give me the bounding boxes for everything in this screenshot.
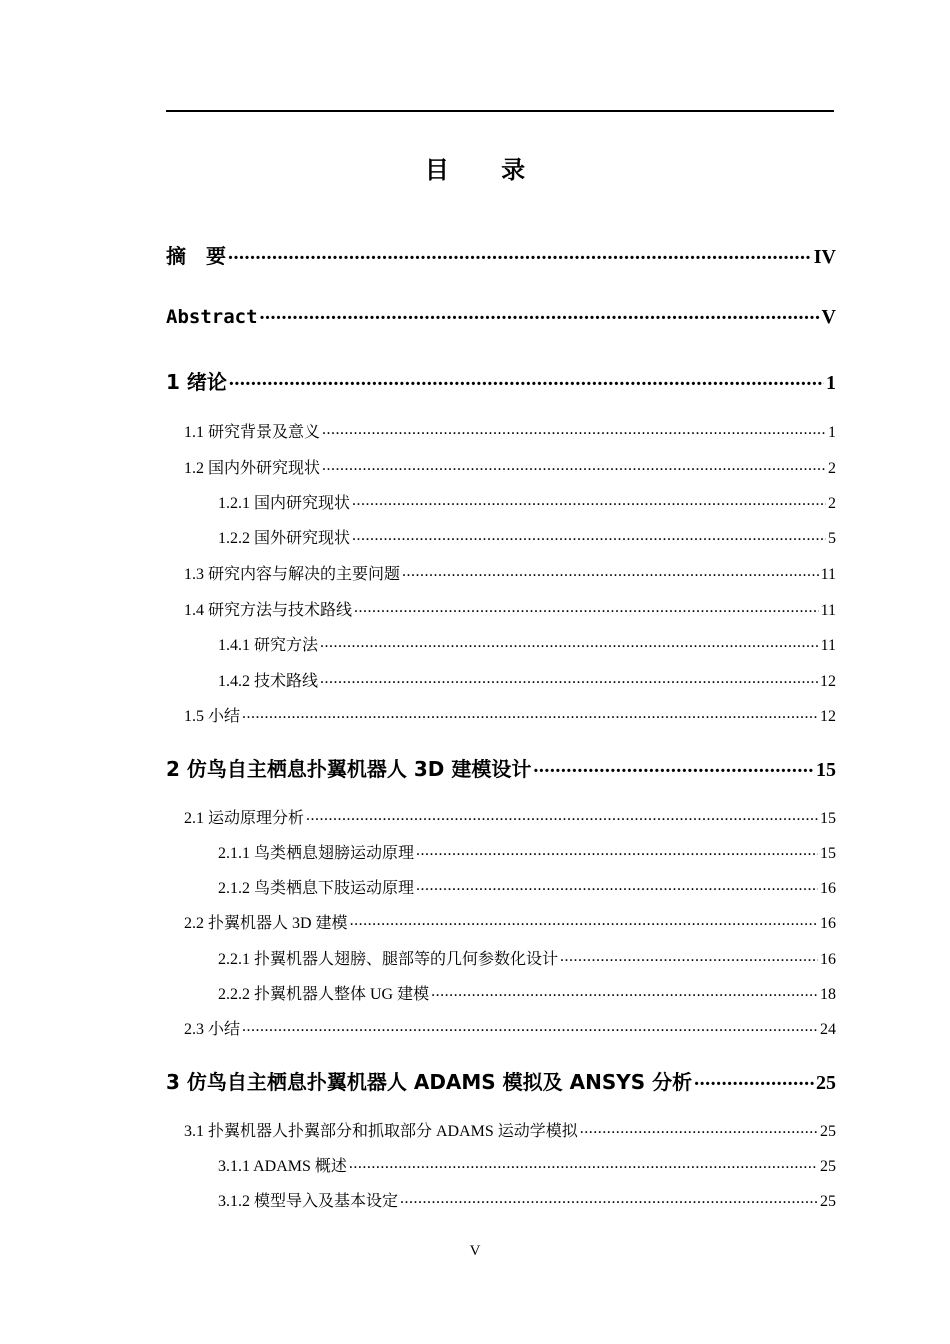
toc-leader-dots: [416, 842, 818, 858]
toc-leader-dots: [352, 527, 826, 543]
toc-entry-page: 18: [820, 986, 836, 1003]
toc-leader-dots: [560, 948, 818, 964]
toc-entry-label: 2.1.1 鸟类栖息翅膀运动原理: [218, 845, 415, 862]
toc-entry-level2[interactable]: [184, 910, 836, 933]
toc-leader-dots: [322, 421, 826, 437]
toc-entry-level3[interactable]: [218, 632, 836, 655]
toc-leader-dots: [354, 599, 819, 615]
toc-leader-dots: [320, 670, 818, 686]
toc-entry-label: 1.3 研究内容与解决的主要问题: [184, 566, 401, 583]
toc-leader-dots: [242, 705, 818, 721]
toc-entry-level3[interactable]: [218, 1153, 836, 1176]
toc-entry-label: 1.1 研究背景及意义: [184, 424, 321, 441]
toc-entry-level2[interactable]: [184, 597, 836, 620]
toc-leader-dots: [306, 807, 818, 823]
toc-leader-dots: [694, 1069, 814, 1089]
toc-entry-page: 2: [828, 495, 836, 512]
toc-entry-level2[interactable]: [184, 1016, 836, 1039]
toc-entry-label: 3.1.1 ADAMS 概述: [218, 1158, 347, 1175]
toc-entry-page: 11: [820, 566, 836, 583]
toc-entry-level1[interactable]: [166, 240, 836, 269]
toc-entry-level2[interactable]: [184, 805, 836, 828]
toc-entry-level3[interactable]: [218, 668, 836, 691]
toc-entry-label: 3 仿鸟自主栖息扑翼机器人 ADAMS 模拟及 ANSYS 分析: [166, 1070, 693, 1094]
toc-entry-page: V: [821, 306, 836, 328]
toc-entry-page: 12: [820, 673, 836, 690]
toc-entry-label: 2 仿鸟自主栖息扑翼机器人 3D 建模设计: [166, 757, 532, 781]
toc-entry-label: 2.1 运动原理分析: [184, 810, 305, 827]
toc-entry-label: 1.4 研究方法与技术路线: [184, 602, 353, 619]
header-rule: [166, 110, 834, 112]
toc-entry-level3[interactable]: [218, 525, 836, 548]
toc-leader-dots: [228, 243, 812, 263]
toc-entry-level3[interactable]: [218, 875, 836, 898]
toc-leader-dots: [260, 303, 820, 323]
toc-entry-page: 16: [820, 951, 836, 968]
toc-entry-level3[interactable]: [218, 981, 836, 1004]
toc-entry-level1[interactable]: [166, 303, 836, 329]
toc-entry-page: 1: [826, 372, 836, 394]
toc-entry-label: 2.2 扑翼机器人 3D 建模: [184, 915, 348, 932]
toc-entry-label: 1.4.2 技术路线: [218, 673, 319, 690]
toc-entry-page: 1: [828, 424, 836, 441]
toc-leader-dots: [350, 912, 818, 928]
toc-entry-level3[interactable]: [218, 840, 836, 863]
toc-entry-label: 2.3 小结: [184, 1021, 241, 1038]
toc-entry-page: 25: [820, 1193, 836, 1210]
toc-entry-label: 1.2.2 国外研究现状: [218, 530, 351, 547]
toc-entry-page: 25: [816, 1072, 836, 1094]
toc-entry-page: 15: [820, 845, 836, 862]
toc-entry-label: 3.1 扑翼机器人扑翼部分和抓取部分 ADAMS 运动学模拟: [184, 1123, 578, 1140]
toc-entry-level2[interactable]: [184, 455, 836, 478]
toc-leader-dots: [229, 369, 824, 389]
toc-entry-page: 5: [828, 530, 836, 547]
toc-entry-level1[interactable]: [166, 753, 836, 782]
toc-entry-page: 16: [820, 880, 836, 897]
toc-entry-label: 1.4.1 研究方法: [218, 637, 319, 654]
toc-entry-page: 25: [820, 1158, 836, 1175]
toc-entry-label: 摘 要: [166, 244, 226, 268]
toc-entry-level2[interactable]: [184, 703, 836, 726]
toc-entry-level2[interactable]: [184, 419, 836, 442]
toc-entry-page: 2: [828, 460, 836, 477]
toc-entry-level3[interactable]: [218, 490, 836, 513]
page-number: V: [469, 1243, 481, 1259]
toc-entry-label: 1.2 国内外研究现状: [184, 460, 321, 477]
toc-leader-dots: [352, 492, 826, 508]
toc-entry-label: 1.5 小结: [184, 708, 241, 725]
page-title: 目 录: [424, 156, 548, 184]
toc-entry-level2[interactable]: [184, 561, 836, 584]
toc-entry-level3[interactable]: [218, 1188, 836, 1211]
toc-entry-label: 2.2.2 扑翼机器人整体 UG 建模: [218, 986, 430, 1003]
toc-entry-page: 12: [820, 708, 836, 725]
toc-leader-dots: [533, 756, 814, 776]
toc-entry-page: 15: [820, 810, 836, 827]
toc-entry-page: IV: [813, 246, 836, 268]
toc-leader-dots: [320, 634, 819, 650]
toc-leader-dots: [322, 457, 826, 473]
toc-entry-level1[interactable]: [166, 1066, 836, 1095]
toc-entry-label: 2.2.1 扑翼机器人翅膀、腿部等的几何参数化设计: [218, 951, 559, 968]
toc-entry-label: 3.1.2 模型导入及基本设定: [218, 1193, 399, 1210]
toc-leader-dots: [580, 1120, 818, 1136]
toc-entry-page: 11: [820, 637, 836, 654]
toc-entry-label: 1 绪论: [166, 370, 227, 394]
toc-leader-dots: [400, 1190, 818, 1206]
toc-leader-dots: [242, 1018, 818, 1034]
toc-entry-page: 16: [820, 915, 836, 932]
toc-entry-level1[interactable]: [166, 366, 836, 395]
toc-entry-label: 1.2.1 国内研究现状: [218, 495, 351, 512]
toc-leader-dots: [431, 983, 818, 999]
toc-entry-label: 2.1.2 鸟类栖息下肢运动原理: [218, 880, 415, 897]
toc-leader-dots: [416, 877, 818, 893]
toc-entry-level3[interactable]: [218, 946, 836, 969]
toc-entry-label: Abstract: [166, 306, 258, 328]
toc-entry-page: 11: [820, 602, 836, 619]
toc-leader-dots: [402, 563, 819, 579]
toc-entry-page: 15: [816, 759, 836, 781]
toc-entry-level2[interactable]: [184, 1118, 836, 1141]
toc-entry-page: 24: [820, 1021, 836, 1038]
toc-leader-dots: [349, 1155, 818, 1171]
toc-entry-page: 25: [820, 1123, 836, 1140]
